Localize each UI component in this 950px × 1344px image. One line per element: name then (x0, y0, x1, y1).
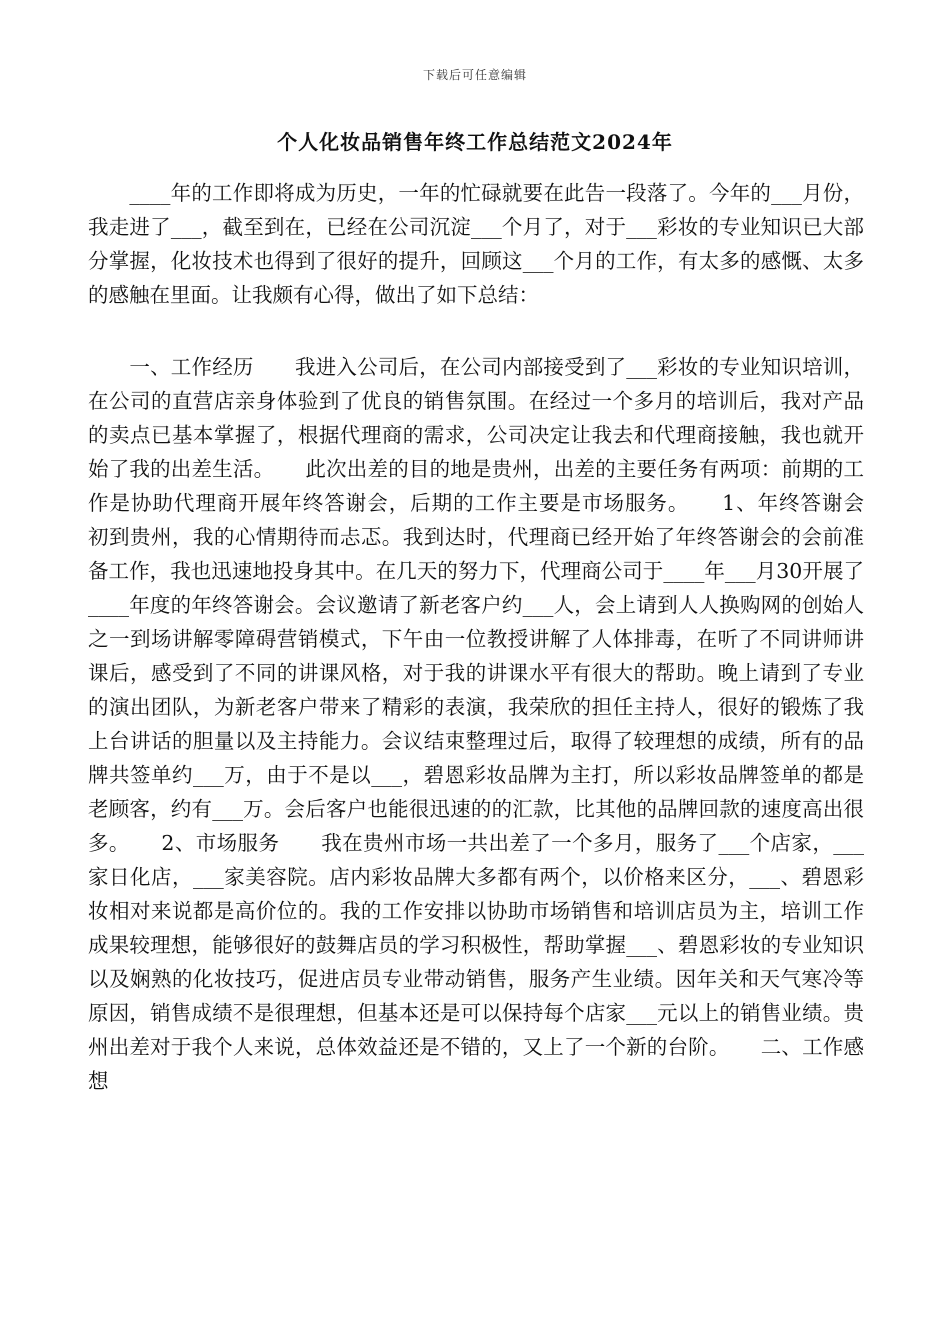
paragraph-intro: ____年的工作即将成为历史，一年的忙碌就要在此告一段落了。今年的___月份，我走进了___，截至到在，已经在公司沉淀___个月了，对于___彩妆的专业知识已大部分掌握，化妆技术也得到了很好的提升，回顾这___个月的工作，有太多的感慨、太多的感触在里面。让我颇有心得，做出了如下总结： (88, 181, 864, 307)
header-note: 下载后可任意编辑 (422, 68, 527, 82)
paragraph-work-experience: 一、工作经历 我进入公司后，在公司内部接受到了___彩妆的专业知识培训，在公司的直营店亲身体验到了优良的销售氛围。在经过一个多月的培训后，我对产品的卖点已基本掌握了，根据代理商的需求，公司决定让我去和代理商接触，我也就开始了我的出差生活。 此次出差的目的地是贵州，出差的主要任务有两项：前期的工作是协助代理商开展年终答谢会，后期的工作主要是市场服务。 1、年终答谢会 初到贵州，我的心情期待而忐忑。我到达时，代理商已经开始了年终答谢会的会前准备工作，我也迅速地投身其中。在几天的努力下，代理商公司于____年___月30开展了____年度的年终答谢会。会议邀请了新老客户约___人，会上请到人人换购网的创始人之一到场讲解零障碍营销模式，下午由一位教授讲解了人体排毒，在听了不同讲师讲课后，感受到了不同的讲课风格，对于我的讲课水平有很大的帮助。晚上请到了专业的演出团队，为新老客户带来了精彩的表演，我荣欣的担任主持人，很好的锻炼了我上台讲话的胆量以及主持能力。会议结束整理过后，取得了较理想的成绩，所有的品牌共签单约___万，由于不是以___，碧恩彩妆品牌为主打，所以彩妆品牌签单的都是老顾客，约有___万。会后客户也能很迅速的的汇款，比其他的品牌回款的速度高出很多。 2、市场服务 我在贵州市场一共出差了一个多月，服务了___个店家，___家日化店，___家美容院。店内彩妆品牌大多都有两个，以价格来区分，___、碧恩彩妆相对来说都是高价位的。我的工作安排以协助市场销售和培训店员为主，培训工作成果较理想，能够很好的鼓舞店员的学习积极性，帮助掌握___、碧恩彩妆的专业知识以及娴熟的化妆技巧，促进店员专业带动销售，服务产生业绩。因年关和天气寒冷等原因，销售成绩不是很理想，但基本还是可以保持每个店家___元以上的销售业绩。贵州出差对于我个人来说，总体效益还是不错的，又上了一个新的台阶。 二、工作感想 (88, 355, 905, 1093)
document-title: 个人化妆品销售年终工作总结范文2024年 (277, 130, 673, 154)
